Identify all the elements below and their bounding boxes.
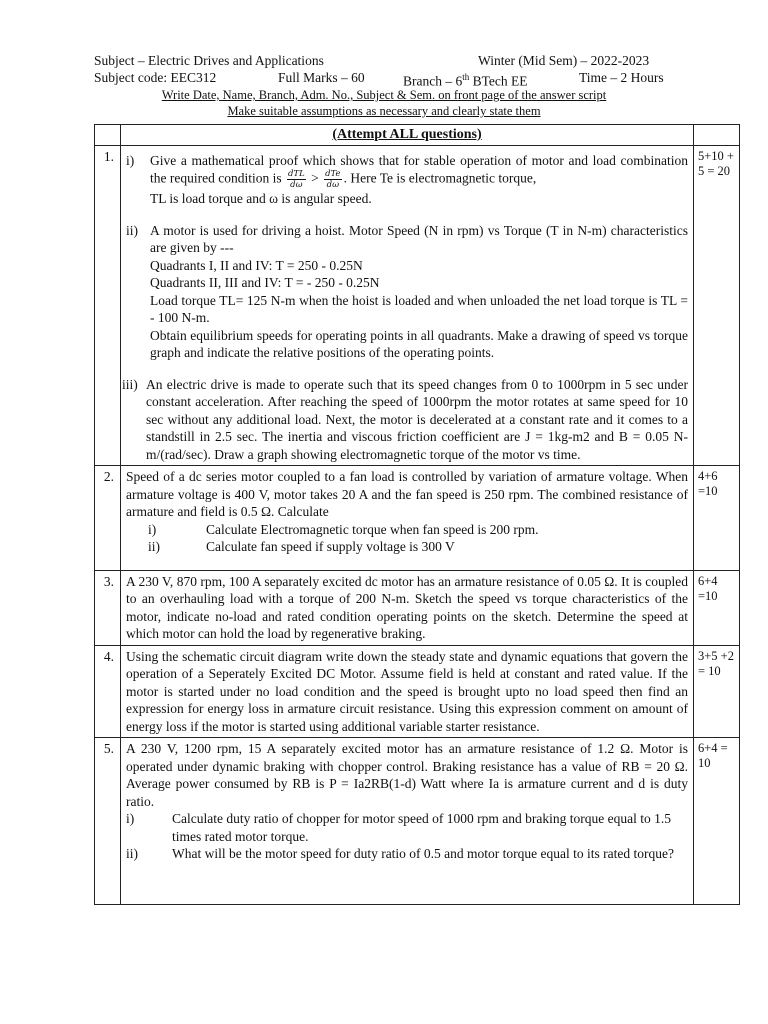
- greater-than: >: [311, 170, 319, 186]
- question-body: [121, 738, 694, 905]
- list-item: i) Calculate duty ratio of chopper for motor speed of 1000 rpm and braking torque equal to 1.5 times rated motor torque.: [126, 811, 671, 844]
- question-row-4: [95, 645, 740, 738]
- question-body: [121, 466, 694, 571]
- sub-text-line: Quadrants I, II and IV: T = 250 - 0.25N: [150, 257, 363, 273]
- question-row-2: [95, 466, 740, 571]
- question-number: 4.: [95, 645, 121, 738]
- instruction-1: Write Date, Name, Branch, Adm. No., Subject & Sem. on front page of the answer script: [161, 88, 607, 102]
- question-row-1: [95, 145, 740, 466]
- fraction-dTL-dw: $\frac{\text{dTL}}{d\omega}$: [287, 169, 305, 190]
- subject-title: Subject – Electric Drives and Applications: [94, 53, 324, 68]
- list-item: ii) What will be the motor speed for duty ratio of 0.5 and motor torque equal to its rated torque?: [126, 846, 674, 861]
- sub-label: ii): [126, 222, 138, 238]
- question-number: 1.: [95, 145, 121, 466]
- question-text: Using the schematic circuit diagram write down the steady state and dynamic equations that govern the operation of a Seperately Excited DC Motor. Assume field is held at constant and rated value. If the motor is started under no load condition and the speed is brought upto no load speed then find an expression for energy loss in armature circuit resistance. Using this expression comment on amount of energy loss if the motor is started using additional variable starter resistance.: [121, 645, 694, 738]
- sub-text: An electric drive is made to operate such that its speed changes from 0 to 1000rpm in 5 sec under constant acceleration. After reaching the speed of 1000rpm the motor rotates at same speed for 10 sec without any additional load. Next, the motor is decelerated at a constant rate and it comes to a standstill in 2.5 sec. The inertia and viscous friction coefficient are J = 1kg-m2 and B = 0.05 N-m/(rad/sec). Draw a graph showing electromagnetic torque of the motor vs time.: [146, 376, 688, 462]
- sub-label: i): [126, 152, 135, 168]
- sub-question-iii: [122, 376, 688, 464]
- table-heading-row: [95, 125, 740, 146]
- marks: 6+4 =10: [694, 570, 740, 645]
- list-item: i) Calculate Electromagnetic torque when fan speed is 200 rpm.: [148, 521, 539, 537]
- marks: 6+4 = 10: [694, 738, 740, 905]
- sub-text-line: Quadrants II, III and IV: T = - 250 - 0.25N: [150, 275, 380, 290]
- question-number: 3.: [95, 570, 121, 645]
- sub-text: Give a mathematical proof which shows that for stable operation of motor and load combination the required condition is: [150, 152, 688, 186]
- sub-question-ii: [126, 222, 688, 362]
- question-number: 2.: [95, 466, 121, 571]
- list-item: ii) Calculate fan speed if supply voltage is 300 V: [148, 539, 455, 554]
- question-row-3: [95, 570, 740, 645]
- question-text: A 230 V, 870 rpm, 100 A separately excited dc motor has an armature resistance of 0.05 Ω. It is coupled to an overhauling load with a torque of 200 N-m. Sketch the speed vs torque characteristics of the motor, indicate no-load and rated condition operating points on the sketch. Determine the speed at which motor can hold the load by regenerative braking.: [121, 570, 694, 645]
- instruction-2: Make suitable assumptions as necessary and clearly state them: [227, 104, 541, 118]
- sub-text-line: Obtain equilibrium speeds for operating points in all quadrants. Make a drawing of speed vs torque graph and indicate the relative positions of the operating points.: [150, 327, 688, 360]
- table-heading: (Attempt ALL questions): [121, 125, 694, 146]
- sub-text-line: Load torque TL= 125 N-m when the hoist is loaded and when unloaded the net load torque is TL = - 100 N-m.: [150, 292, 688, 325]
- marks: 3+5 +2 = 10: [694, 645, 740, 738]
- sub-text-line: A motor is used for driving a hoist. Motor Speed (N in rpm) vs Torque (T in N-m) characteristics are given by ---: [150, 222, 688, 255]
- question-row-5: [95, 738, 740, 905]
- marks: 5+10 + 5 = 20: [694, 145, 740, 466]
- question-body: [121, 145, 694, 466]
- exam-time: Time – 2 Hours: [579, 70, 664, 85]
- question-table: [94, 124, 740, 905]
- sub-label: iii): [122, 376, 138, 392]
- branch: Branch – 6th BTech EE: [403, 72, 528, 89]
- sub-question-i: [126, 152, 688, 208]
- subject-code: Subject code: EEC312: [94, 70, 217, 85]
- sub-text-cont: . Here Te is electromagnetic torque,: [343, 170, 537, 186]
- sub-text-end: TL is load torque and ω is angular speed.: [150, 191, 372, 206]
- question-text: Speed of a dc series motor coupled to a fan load is controlled by variation of armature voltage. When armature voltage is 400 V, motor takes 20 A and the fan speed is 250 rpm. The combined resistance of armature and field is 0.5 Ω. Calculate: [126, 469, 688, 519]
- question-text: A 230 V, 1200 rpm, 15 A separately excited motor has an armature resistance of 1.2 Ω. Motor is operated under dynamic braking with chopper control. Braking resistance has a value of RB = 20 Ω. Average power consumed by RB is P = Ia2RB(1-d) Watt where Ia is armature current and d is duty ratio.: [126, 741, 688, 809]
- exam-session: Winter (Mid Sem) – 2022-2023: [478, 53, 650, 68]
- full-marks: Full Marks – 60: [278, 70, 365, 85]
- fraction-dTe-dw: $\frac{\text{dTe}}{d\omega}$: [325, 169, 341, 190]
- question-number: 5.: [95, 738, 121, 905]
- marks: 4+6 =10: [694, 466, 740, 571]
